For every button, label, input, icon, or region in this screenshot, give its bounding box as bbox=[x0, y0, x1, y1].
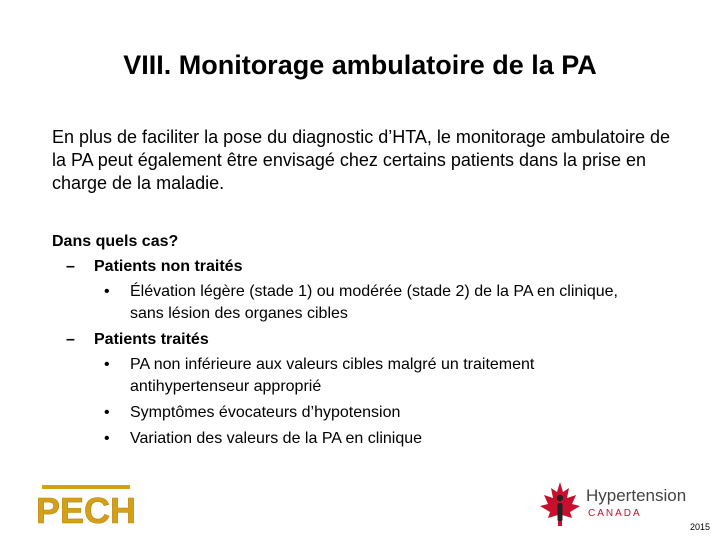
intro-paragraph: En plus de faciliter la pose du diagnostic d’HTA, le monitorage ambulatoire de la PA peut également être envisagé chez certains patients dans la prise en charge de la maladie. bbox=[52, 127, 671, 193]
bullet-item bbox=[104, 354, 624, 398]
dash-marker: – bbox=[66, 258, 75, 275]
bullet-text: Élévation légère (stade 1) ou modérée (stade 2) de la PA en clinique, sans lésion des organes cibles bbox=[130, 283, 618, 322]
bullet-marker: • bbox=[104, 430, 110, 447]
logo-country: CANADA bbox=[588, 508, 642, 519]
bullet-item bbox=[104, 281, 624, 325]
bullet-text: Variation des valeurs de la PA en clinique bbox=[130, 430, 423, 447]
group-label: Patients non traités bbox=[94, 258, 243, 275]
bullet-marker: • bbox=[104, 356, 110, 373]
bullet-text: Symptômes évocateurs d’hypotension bbox=[130, 404, 401, 421]
maple-leaf-person-icon bbox=[540, 482, 580, 526]
logo-word: Hypertension bbox=[586, 486, 687, 505]
dash-marker: – bbox=[66, 331, 75, 348]
question-heading: Dans quels cas? bbox=[52, 233, 179, 250]
pech-logo bbox=[35, 485, 137, 531]
slide-title: VIII. Monitorage ambulatoire de la PA bbox=[123, 50, 597, 80]
year-label: 2015 bbox=[690, 522, 711, 532]
bullet-item bbox=[104, 402, 624, 424]
bullet-text: PA non inférieure aux valeurs cibles malgré un traitement antihypertenseur approprié bbox=[130, 356, 535, 395]
group-label: Patients traités bbox=[94, 331, 209, 348]
pech-logo-text: PECH bbox=[35, 490, 137, 531]
bullet-marker: • bbox=[104, 404, 110, 421]
pech-logo-bar bbox=[42, 485, 130, 489]
bullet-marker: • bbox=[104, 283, 110, 300]
bullet-item bbox=[104, 428, 624, 450]
